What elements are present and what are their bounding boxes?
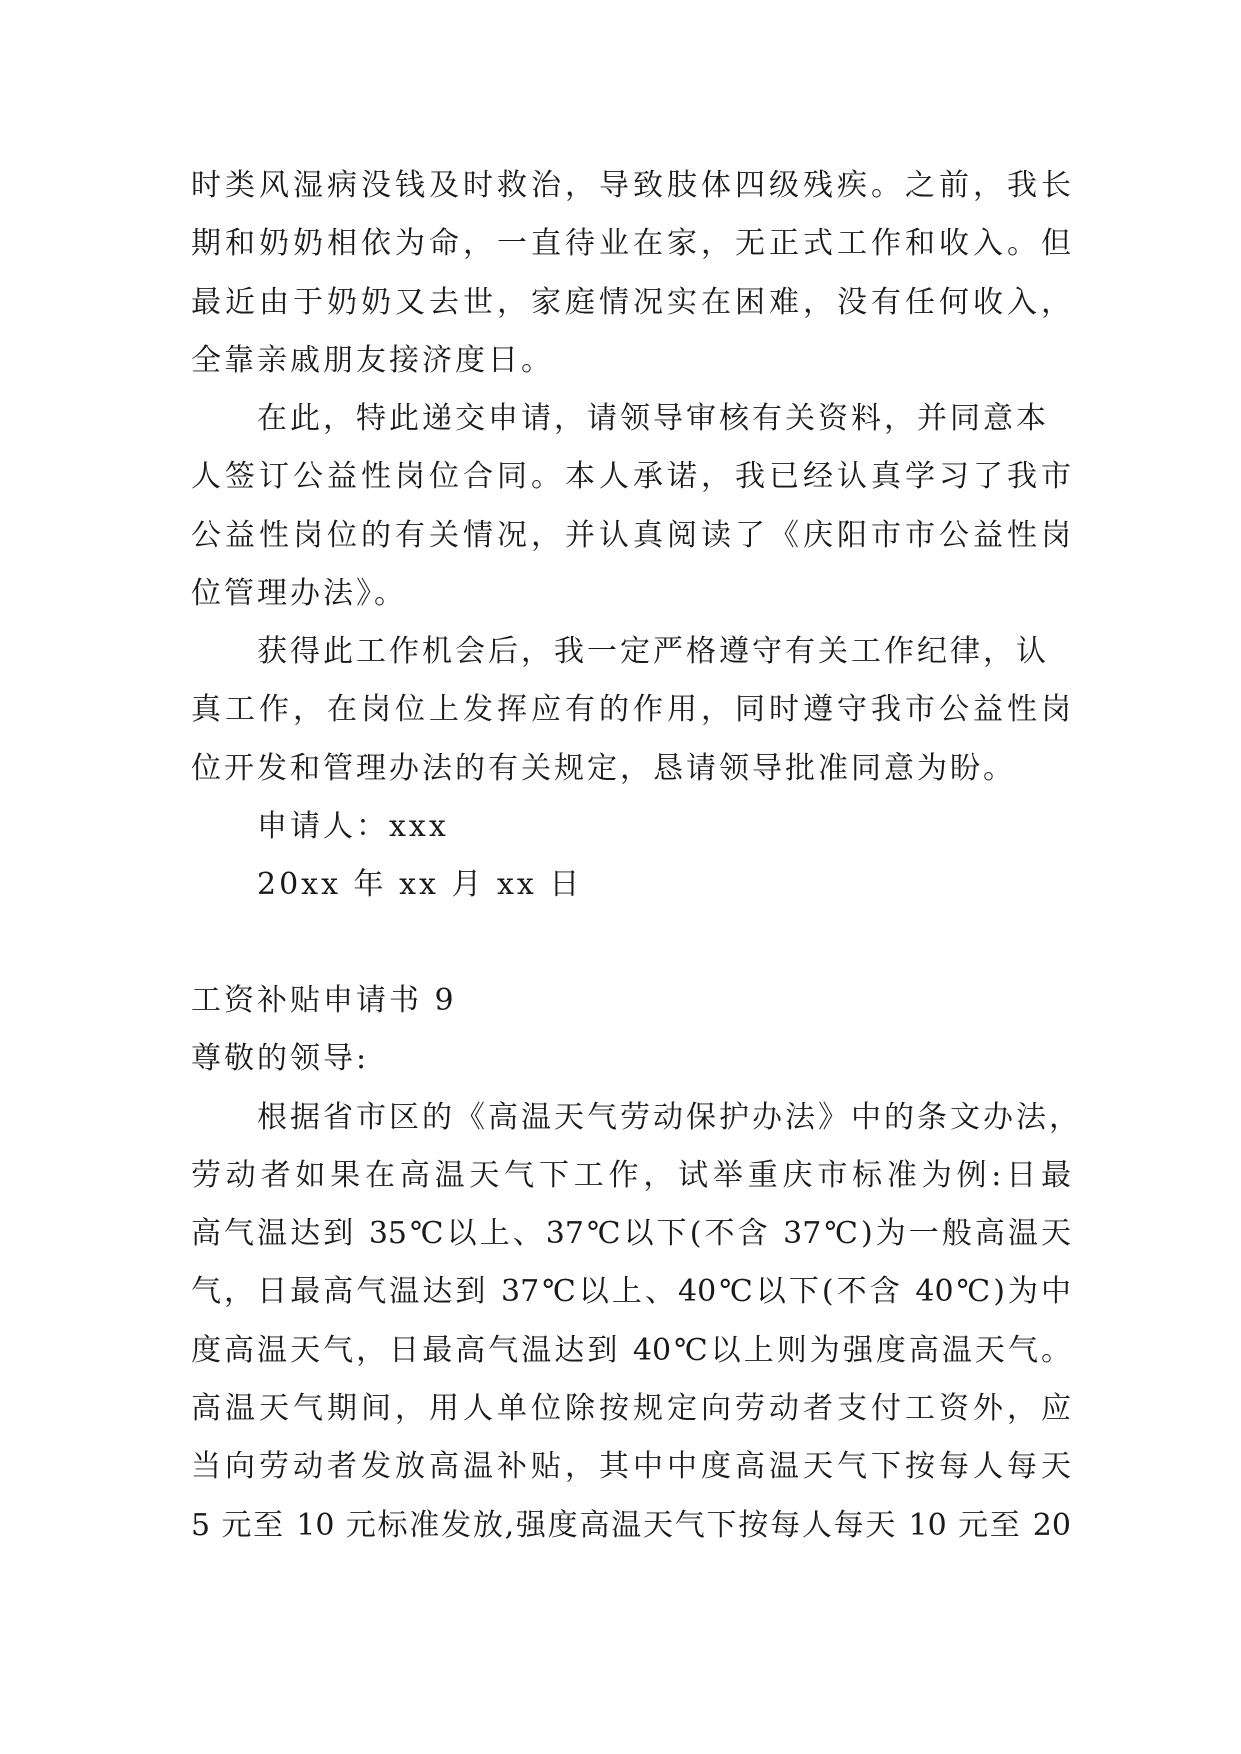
paragraph-1-line-4: 全靠亲戚朋友接济度日。 [191,343,554,378]
paragraph-1-line-3: 最近由于奶奶又去世，家庭情况实在困难，没有任何收入， [191,285,1071,320]
applicant-line: 申请人：xxx [257,809,449,844]
paragraph-4-line-8: 5 元至 10 元标准发放,强度高温天气下按每人每天 10 元至 20 [191,1508,1071,1543]
section-title: 工资补贴申请书 9 [191,983,457,1018]
paragraph-2-line-4: 位管理办法》。 [191,576,407,611]
paragraph-2-line-2: 人签订公益性岗位合同。本人承诺，我已经认真学习了我市 [191,459,1071,494]
date-line: 20xx 年 xx 月 xx 日 [257,867,583,902]
paragraph-3-line-3: 位开发和管理办法的有关规定，恳请领导批准同意为盼。 [191,751,1016,786]
paragraph-4-line-6: 高温天气期间，用人单位除按规定向劳动者支付工资外，应 [191,1391,1071,1426]
paragraph-4-line-2: 劳动者如果在高温天气下工作，试举重庆市标准为例:日最 [191,1158,1071,1193]
paragraph-2-line-1: 在此，特此递交申请，请领导审核有关资料，并同意本 [257,401,1049,436]
paragraph-3-line-1: 获得此工作机会后，我一定严格遵守有关工作纪律，认 [257,634,1049,669]
paragraph-4-line-1: 根据省市区的《高温天气劳动保护办法》中的条文办法， [257,1100,1082,1135]
salutation: 尊敬的领导: [191,1041,370,1076]
paragraph-1-line-1: 时类风湿病没钱及时救治，导致肢体四级残疾。之前，我长 [191,168,1071,203]
paragraph-4-line-4: 气，日最高气温达到 37℃以上、40℃以下(不含 40℃)为中 [191,1274,1071,1309]
paragraph-4-line-3: 高气温达到 35℃以上、37℃以下(不含 37℃)为一般高温天 [191,1216,1071,1251]
paragraph-2-line-3: 公益性岗位的有关情况，并认真阅读了《庆阳市市公益性岗 [191,518,1071,553]
paragraph-4-line-5: 度高温天气，日最高气温达到 40℃以上则为强度高温天气。 [191,1333,1071,1368]
paragraph-3-line-2: 真工作，在岗位上发挥应有的作用，同时遵守我市公益性岗 [191,692,1071,727]
paragraph-4-line-7: 当向劳动者发放高温补贴，其中中度高温天气下按每人每天 [191,1449,1071,1484]
paragraph-1-line-2: 期和奶奶相依为命，一直待业在家，无正式工作和收入。但 [191,226,1071,261]
